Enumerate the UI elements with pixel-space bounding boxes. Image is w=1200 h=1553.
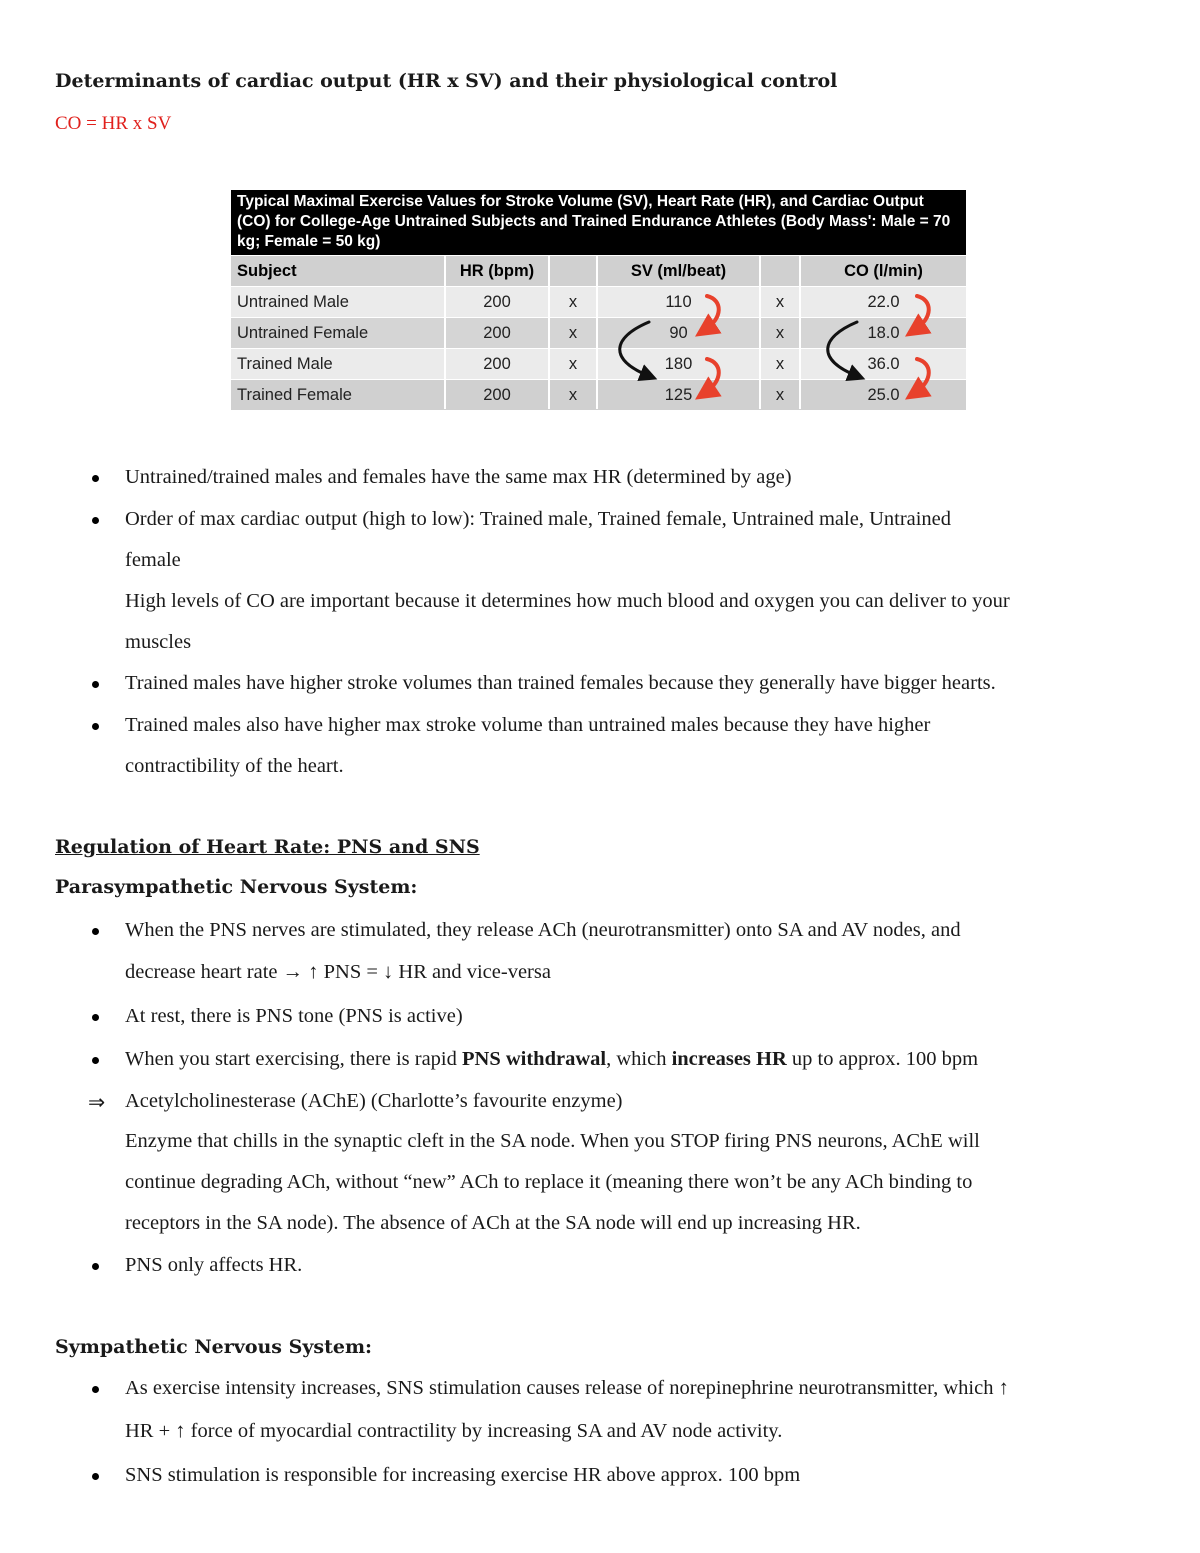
table-row: [231, 380, 966, 410]
cell-times: x: [775, 324, 785, 342]
bullet-text-continued: female: [125, 549, 181, 571]
ache-text: continue degrading ACh, without “new” ACh to replace it (meaning there won’t be any ACh binding to: [125, 1171, 973, 1193]
cell-sv: 110: [665, 293, 692, 311]
cell-times: x: [775, 293, 785, 311]
cell-subject: Untrained Male: [237, 293, 349, 311]
cardiac-output-formula: CO = HR x SV: [55, 113, 172, 134]
bullet-text: As exercise intensity increases, SNS stimulation causes release of norepinephrine neurotransmitter, which ↑: [125, 1377, 1009, 1399]
cell-subject: Trained Male: [237, 355, 333, 373]
bold-text: increases HR: [671, 1048, 787, 1070]
bullet-text: SNS stimulation is responsible for increasing exercise HR above approx. 100 bpm: [125, 1464, 801, 1486]
cell-times: x: [568, 293, 578, 311]
bullet-text: Untrained/trained males and females have the same max HR (determined by age): [125, 466, 792, 488]
bullet-icon: [92, 1014, 99, 1021]
bullet-icon: [92, 1057, 99, 1064]
section-heading: Regulation of Heart Rate: PNS and SNS: [55, 836, 480, 858]
column-divider: [444, 256, 446, 409]
cell-co: 18.0: [867, 324, 900, 342]
page-title: Determinants of cardiac output (HR x SV) and their physiological control: [55, 70, 838, 92]
column-divider: [596, 256, 598, 409]
bullet-icon: [92, 723, 99, 730]
table-header-row: [231, 256, 966, 286]
cell-subject: Trained Female: [237, 386, 352, 404]
bullet-text-continued: contractibility of the heart.: [125, 755, 344, 777]
table-row: [231, 287, 966, 317]
bullet-text: At rest, there is PNS tone (PNS is active): [125, 1005, 463, 1027]
bullet-text: PNS only affects HR.: [125, 1254, 303, 1276]
bullet-text-continued: decrease heart rate → ↑ PNS = ↓ HR and vice-versa: [125, 961, 551, 983]
bullet-icon: [92, 1263, 99, 1270]
cell-co: 22.0: [867, 293, 900, 311]
cell-co: 25.0: [867, 386, 900, 404]
column-divider: [759, 256, 761, 409]
bullet-text-continued: High levels of CO are important because it determines how much blood and oxygen you can deliver to your: [125, 590, 1010, 612]
bullet-text: Trained males also have higher max stroke volume than untrained males because they have higher: [125, 714, 931, 736]
cell-times: x: [775, 355, 785, 373]
cell-hr: 200: [483, 293, 511, 311]
bullet-icon: [92, 1473, 99, 1480]
cell-sv: 125: [664, 386, 693, 404]
ache-title: Acetylcholinesterase (AChE) (Charlotte’s favourite enzyme): [125, 1090, 623, 1112]
cell-subject: Untrained Female: [237, 324, 369, 342]
bullet-text: When the PNS nerves are stimulated, they release ACh (neurotransmitter) onto SA and AV nodes, and: [125, 919, 961, 941]
cell-times: x: [568, 324, 578, 342]
bullet-icon: [92, 681, 99, 688]
ache-text: Enzyme that chills in the synaptic cleft in the SA node. When you STOP firing PNS neurons, AChE will: [125, 1130, 980, 1152]
header-hr: HR (bpm): [459, 262, 535, 280]
bullet-text-continued: muscles: [125, 631, 192, 653]
cell-hr: 200: [483, 386, 511, 404]
implies-icon: ⇒: [88, 1092, 106, 1114]
sns-heading: Sympathetic Nervous System:: [55, 1336, 373, 1358]
cell-hr: 200: [483, 324, 511, 342]
table-row: [231, 318, 966, 348]
bullet-icon: [92, 928, 99, 935]
pns-heading: Parasympathetic Nervous System:: [55, 876, 418, 898]
header-co: CO (l/min): [844, 262, 923, 280]
cell-co: 36.0: [867, 355, 900, 373]
column-divider: [799, 256, 801, 409]
cell-times: x: [568, 386, 578, 404]
bullet-icon: [92, 517, 99, 524]
cell-times: x: [775, 386, 785, 404]
exercise-values-table: [231, 190, 966, 408]
bullet-icon: [92, 1386, 99, 1393]
column-divider: [548, 256, 550, 409]
cell-times: x: [568, 355, 578, 373]
header-subject: Subject: [237, 262, 297, 280]
bullet-text: [125, 1048, 978, 1071]
cell-hr: 200: [483, 355, 511, 373]
table-caption: Typical Maximal Exercise Values for Stroke Volume (SV), Heart Rate (HR), and Cardiac Output (CO) for College-Age Untrained Subjects and Trained Endurance Athletes (Body Mass': Male = 70 kg; Female = 50 kg): [231, 190, 966, 255]
bullet-text: Order of max cardiac output (high to low): Trained male, Trained female, Untrained male, Untrained: [125, 508, 952, 530]
bullet-icon: [92, 475, 99, 482]
bold-text: PNS withdrawal: [462, 1048, 607, 1070]
ache-text: receptors in the SA node). The absence of ACh at the SA node will end up increasing HR.: [125, 1212, 861, 1234]
text-run: , which: [606, 1048, 672, 1070]
text-run: up to approx. 100 bpm: [786, 1048, 979, 1070]
table-row: [231, 349, 966, 379]
cell-sv: 180: [664, 355, 693, 373]
bullet-text-continued: HR + ↑ force of myocardial contractility by increasing SA and AV node activity.: [125, 1420, 783, 1442]
text-run: When you start exercising, there is rapid: [125, 1048, 462, 1070]
bullet-text: Trained males have higher stroke volumes than trained females because they generally have bigger hearts.: [125, 672, 996, 694]
cell-sv: 90: [669, 324, 688, 342]
header-sv: SV (ml/beat): [630, 262, 727, 280]
